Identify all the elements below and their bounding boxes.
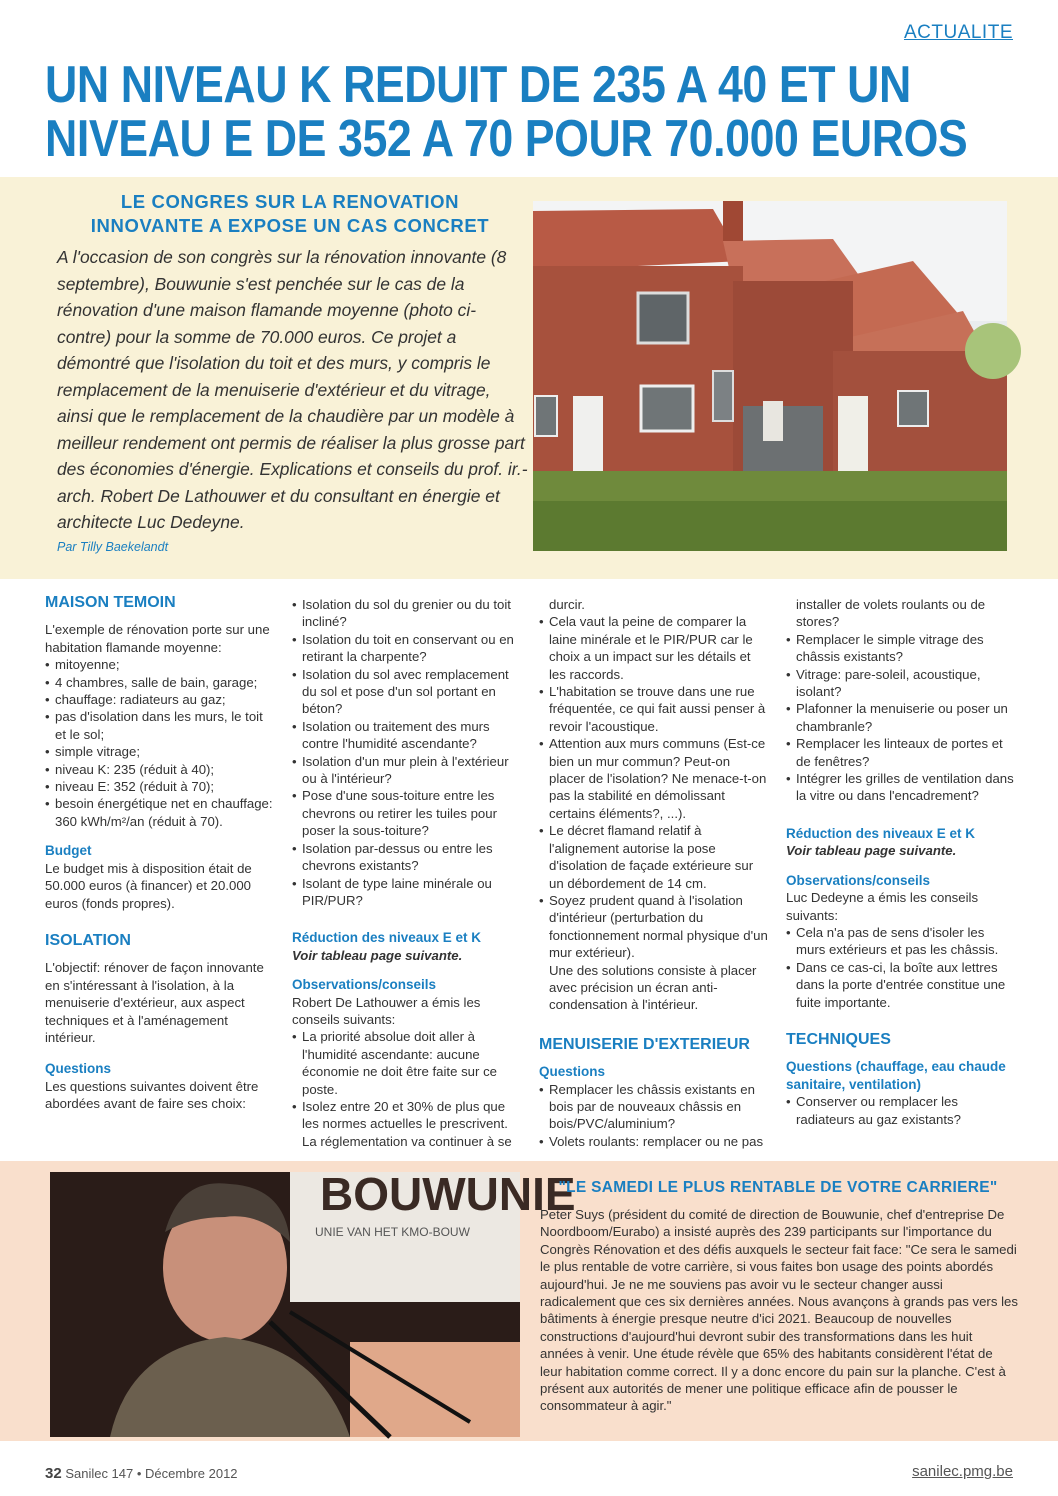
list-item: • Dans ce cas-ci, la boîte aux lettres dans la porte d'entrée constitue une fuite importante.	[786, 959, 1016, 1011]
column-4	[786, 596, 1016, 1128]
paragraph-exemple: L'exemple de rénovation porte sur une habitation flamande moyenne:	[45, 622, 270, 655]
list-item: • Soyez prudent quand à l'isolation d'intérieur (perturbation du fonctionnement normal physique d'un mur extérieur).	[539, 892, 769, 962]
list-item: • Attention aux murs communs (Est-ce bien un mur commun? Peut-on placer de l'isolation? Ne menace-t-on pas la stabilité en démolissant certains éléments?, ...).	[539, 735, 769, 822]
paragraph-installer: installer de volets roulants ou de stores?	[796, 597, 986, 630]
list-item: • Volets roulants: remplacer ou ne pas	[539, 1133, 769, 1150]
banner-subtext: UNIE VAN HET KMO-BOUW	[315, 1225, 470, 1239]
list-item: • Remplacer les linteaux de portes et de fenêtres?	[786, 735, 1016, 770]
headline	[45, 58, 1025, 166]
speaker-photo	[50, 1168, 576, 1437]
column-3	[539, 596, 769, 1150]
see-table-note: Voir tableau page suivante.	[292, 947, 463, 963]
list-item: • Isolant de type laine minérale ou PIR/PUR?	[292, 875, 522, 910]
paragraph-questions: Les questions suivantes doivent être abordées avant de faire ses choix:	[45, 1078, 259, 1112]
list-item: • mitoyenne;	[45, 656, 275, 673]
heading-questions: Questions	[45, 1061, 112, 1077]
list-item: • Isolation du toit en conservant ou en retirant la charpente?	[292, 631, 522, 666]
list-item: • pas d'isolation dans les murs, le toit et le sol;	[45, 708, 275, 743]
paragraph-solution: Une des solutions consiste à placer avec précision un écran anti-condensation à l'intérieur.	[549, 962, 757, 1013]
list-item: • besoin énergétique net en chauffage: 360 kWh/m²/an (réduit à 70).	[45, 795, 275, 830]
intro-subhead-line-1: LE CONGRES SUR LA RENOVATION	[120, 191, 460, 212]
list-item: • Isolation d'un mur plein à l'extérieur ou à l'intérieur?	[292, 753, 522, 788]
intro-subhead	[55, 190, 525, 238]
quote-title: "LE SAMEDI LE PLUS RENTABLE DE VOTRE CARRIERE"	[558, 1179, 998, 1196]
advice-list-2	[786, 924, 1016, 1011]
heading-menuiserie: MENUISERIE D'EXTERIEUR	[539, 1035, 750, 1053]
see-table-note-2: Voir tableau page suivante.	[786, 843, 957, 859]
list-item: • Isolation du sol du grenier ou du toit incliné?	[292, 596, 522, 631]
issue-info: Sanilec 147 • Décembre 2012	[65, 1466, 238, 1481]
headline-line-2: NIVEAU E DE 352 A 70 POUR 70.000 EUROS	[45, 110, 968, 168]
heading-observations-2: Observations/conseils	[786, 872, 931, 888]
list-item: • niveau E: 352 (réduit à 70);	[45, 778, 275, 795]
list-item: • niveau K: 235 (réduit à 40);	[45, 761, 275, 778]
heading-budget: Budget	[45, 843, 92, 859]
menuiserie-questions-list	[539, 1081, 769, 1151]
advice-list-continued	[539, 613, 769, 961]
list-item: • La priorité absolue doit aller à l'humidité ascendante: aucune économie ne doit être faite sur ce poste.	[292, 1028, 522, 1098]
paragraph-durcir: durcir.	[549, 597, 585, 612]
list-item: • L'habitation se trouve dans une rue fréquentée, ce qui fait aussi penser à revoir l'acoustique.	[539, 683, 769, 735]
list-item: • Cela vaut la peine de comparer la laine minérale et le PIR/PUR car le choix a un impact sur les détails et les raccords.	[539, 613, 769, 683]
banner-text: BOUWUNIE	[320, 1168, 576, 1220]
heading-techniques: TECHNIQUES	[786, 1030, 891, 1048]
heading-reduction-2: Réduction des niveaux E et K	[786, 825, 976, 841]
techniques-list	[786, 1093, 1016, 1128]
list-item: • Isolation du sol avec remplacement du sol et pose d'un sol portant en béton?	[292, 666, 522, 718]
maison-list	[45, 656, 275, 830]
heading-observations: Observations/conseils	[292, 977, 437, 993]
paragraph-observations: Robert De Lathouwer a émis les conseils suivants:	[292, 994, 481, 1027]
footer-left	[45, 1465, 238, 1482]
paragraph-budget: Le budget mis à disposition était de 50.000 euros (à financer) et 20.000 euros (fonds propres).	[45, 860, 252, 911]
house-photo	[533, 201, 1007, 551]
list-item: • Isolation ou traitement des murs contre l'humidité ascendante?	[292, 718, 522, 753]
list-item: • Isolation par-dessus ou entre les chevrons existants?	[292, 840, 522, 875]
list-item: • Pose d'une sous-toiture entre les chevrons ou retirer les tuiles pour poser la sous-toiture?	[292, 787, 522, 839]
list-item: • Isolez entre 20 et 30% de plus que les normes actuelles le prescrivent. La réglementation va continuer à se	[292, 1098, 522, 1150]
list-item: • Remplacer le simple vitrage des châssis existants?	[786, 631, 1016, 666]
heading-isolation: ISOLATION	[45, 931, 131, 949]
menuiserie-questions-continued	[786, 631, 1016, 805]
list-item: • Cela n'a pas de sens d'isoler les murs extérieurs et pas les châssis.	[786, 924, 1016, 959]
house-illustration	[533, 201, 1007, 551]
list-item: • 4 chambres, salle de bain, garage;	[45, 674, 275, 691]
column-1	[45, 594, 275, 1113]
heading-questions-techniques: Questions (chauffage, eau chaude sanitaire, ventilation)	[786, 1059, 1006, 1092]
list-item: • Vitrage: pare-soleil, acoustique, isolant?	[786, 666, 1016, 701]
headline-line-1: UN NIVEAU K REDUIT DE 235 A 40 ET UN	[45, 56, 911, 114]
paragraph-objectif: L'objectif: rénover de façon innovante en s'intéressant à l'isolation, à la menuiserie d'extérieur, aux aspect techniques et à l'aménagement intérieur.	[45, 960, 264, 1045]
list-item: • Plafonner la menuiserie ou poser un chambranle?	[786, 700, 1016, 735]
list-item: • Intégrer les grilles de ventilation dans la vitre ou dans l'encadrement?	[786, 770, 1016, 805]
list-item: • Conserver ou remplacer les radiateurs au gaz existants?	[786, 1093, 1016, 1128]
list-item: • chauffage: radiateurs au gaz;	[45, 691, 275, 708]
heading-maison-temoin: MAISON TEMOIN	[45, 594, 176, 611]
intro-text: A l'occasion de son congrès sur la rénovation innovante (8 septembre), Bouwunie s'est penchée sur le cas de la rénovation d'une maison flamande moyenne (photo ci-contre) pour la somme de 70.000 euros. Ce projet a démontré que l'isolation du toit et des murs, y compris le remplacement de la menuiserie d'extérieur et du vitrage, ainsi que le remplacement de la chaudière par un modèle à meilleur rendement ont permis de réaliser la plus grosse part des économies d'énergie. Explications et conseils du prof. ir.-arch. Robert De Lathouwer et du consultant en énergie et architecte Luc Dedeyne.	[57, 247, 528, 532]
byline: Par Tilly Baekelandt	[57, 540, 169, 554]
intro-subhead-line-2: INNOVANTE A EXPOSE UN CAS CONCRET	[90, 215, 490, 236]
list-item: • Remplacer les châssis existants en bois par de nouveaux châssis en bois/PVC/aluminium?	[539, 1081, 769, 1133]
page-number: 32	[45, 1465, 62, 1482]
paragraph-observations-2: Luc Dedeyne a émis les conseils suivants:	[786, 890, 979, 923]
footer-site-link[interactable]: sanilec.pmg.be	[912, 1463, 1013, 1480]
speaker-illustration	[50, 1168, 576, 1437]
list-item: • simple vitrage;	[45, 743, 275, 760]
column-2	[292, 596, 522, 1150]
advice-list	[292, 1028, 522, 1150]
section-tag: ACTUALITE	[903, 22, 1013, 43]
list-item: • Le décret flamand relatif à l'alignement autorise la pose d'isolation de façade extérieure sur un débordement de 14 cm.	[539, 822, 769, 892]
heading-questions-menuiserie: Questions	[539, 1064, 606, 1080]
isolation-questions-list	[292, 596, 522, 909]
quote-text: Peter Suys (président du comité de direction de Bouwunie, chef d'entreprise De Noordboom/Eurabo) a insisté auprès des 239 participants sur l'importance du Congrès Rénovation et des défis auxquels le secteur fait face: "Ce sera le samedi le plus rentable de votre carrière, si vous faites bon usage des points abordés aujourd'hui. Je ne me souviens pas avoir vu le secteur changer aussi radicalement que ces six dernières années. Nous avançons à grands pas vers les bâtiments à énergie presque neutre d'ici 2021. Beaucoup de nouvelles constructions d'aujourd'hui devront subir des transformations dans les huit années à venir. Une étude révèle que 65% des habitants considèrent l'état de leur habitation comme correct. Il y a donc encore du pain sur la planche. C'est à présent aux autorités de mener une politique efficace afin de pousser le consommateur à agir."	[540, 1207, 1018, 1414]
heading-reduction: Réduction des niveaux E et K	[292, 930, 482, 946]
